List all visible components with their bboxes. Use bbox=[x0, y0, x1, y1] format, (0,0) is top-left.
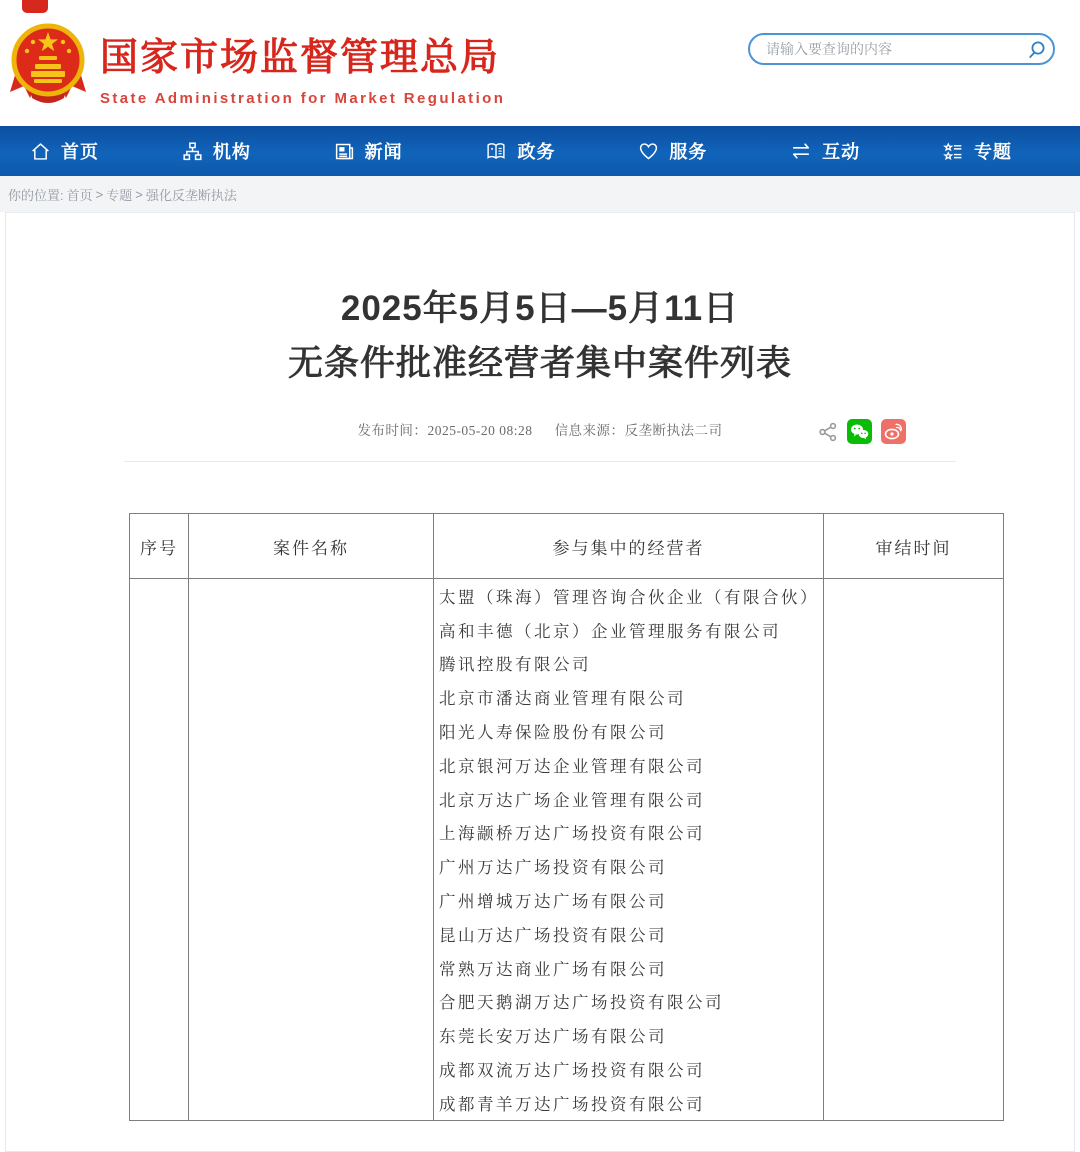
nav-item-news[interactable] bbox=[334, 138, 403, 164]
operator-name: 东莞长安万达广场有限公司 bbox=[439, 1027, 667, 1047]
nav-label: 服务 bbox=[669, 142, 708, 162]
page-title bbox=[6, 281, 1074, 391]
col-header-seq: 序号 bbox=[130, 514, 189, 579]
publish-time-value: 2025-05-20 08:28 bbox=[427, 423, 533, 438]
nav-item-home[interactable] bbox=[30, 138, 99, 164]
operator-name: 成都双流万达广场投资有限公司 bbox=[439, 1061, 705, 1081]
nav-item-service[interactable] bbox=[638, 138, 707, 164]
nav-label: 政务 bbox=[517, 142, 556, 162]
operator-name: 合肥天鹅湖万达广场投资有限公司 bbox=[439, 993, 724, 1013]
operator-name: 广州增城万达广场有限公司 bbox=[439, 892, 667, 912]
operator-name: 北京银河万达企业管理有限公司 bbox=[439, 756, 705, 776]
breadcrumb-current[interactable]: 强化反垄断执法 bbox=[145, 187, 237, 203]
operator-name: 高和丰德（北京）企业管理服务有限公司 bbox=[439, 621, 781, 641]
cell-operators bbox=[434, 579, 824, 1121]
site-title: 国家市场监督管理总局 bbox=[100, 37, 501, 79]
site-search bbox=[748, 33, 1055, 65]
breadcrumb-separator: > bbox=[135, 186, 143, 202]
page-title-line1: 2025年5月5日—5月11日 bbox=[340, 289, 740, 328]
article-meta-text bbox=[6, 417, 1074, 445]
org-chart-icon bbox=[182, 141, 203, 162]
nav-item-org[interactable] bbox=[182, 138, 251, 164]
operator-name: 上海颛桥万达广场投资有限公司 bbox=[439, 824, 705, 844]
operator-name: 常熟万达商业广场有限公司 bbox=[439, 959, 667, 979]
page-title-line2: 无条件批准经营者集中案件列表 bbox=[287, 344, 792, 383]
star-list-icon bbox=[943, 141, 964, 162]
nav-label: 新闻 bbox=[364, 142, 403, 162]
article-card bbox=[5, 212, 1075, 1152]
gov-book-icon bbox=[485, 141, 507, 162]
operator-name: 阳光人寿保险股份有限公司 bbox=[439, 723, 667, 743]
main-nav bbox=[0, 126, 1080, 176]
operator-name: 广州万达广场投资有限公司 bbox=[439, 858, 667, 878]
source-label: 信息来源： bbox=[554, 423, 625, 438]
share-button[interactable] bbox=[818, 422, 838, 442]
search-button[interactable] bbox=[1019, 35, 1053, 63]
share-buttons bbox=[818, 419, 906, 444]
nav-item-interact[interactable] bbox=[790, 138, 860, 164]
cell-seq bbox=[130, 579, 189, 1121]
national-emblem-logo bbox=[8, 20, 88, 106]
operator-name: 北京万达广场企业管理有限公司 bbox=[439, 790, 705, 810]
home-icon bbox=[30, 141, 51, 162]
breadcrumb-home[interactable]: 首页 bbox=[66, 187, 93, 203]
site-subtitle: State Administration for Market Regulation bbox=[100, 90, 506, 107]
breadcrumb bbox=[0, 176, 1080, 212]
cell-close-time bbox=[824, 579, 1004, 1121]
search-icon bbox=[1027, 40, 1046, 59]
wechat-share-button[interactable] bbox=[847, 419, 872, 444]
nav-label: 专题 bbox=[973, 142, 1012, 162]
operator-name: 昆山万达广场投资有限公司 bbox=[439, 925, 667, 945]
site-header bbox=[0, 0, 1080, 126]
site-brand bbox=[100, 26, 505, 107]
weibo-icon bbox=[884, 423, 903, 440]
case-table bbox=[129, 513, 1004, 1121]
operator-name: 腾讯控股有限公司 bbox=[439, 655, 591, 675]
nav-label: 首页 bbox=[61, 142, 99, 162]
operator-name: 北京市潘达商业管理有限公司 bbox=[439, 689, 686, 709]
breadcrumb-prefix: 你的位置: bbox=[8, 187, 64, 203]
nav-label: 互动 bbox=[822, 142, 861, 162]
news-icon bbox=[334, 141, 355, 162]
publish-time-label: 发布时间： bbox=[357, 423, 428, 438]
source-value: 反垄断执法二司 bbox=[624, 423, 723, 438]
article-meta bbox=[6, 417, 1074, 447]
top-red-decoration bbox=[22, 0, 48, 13]
share-nodes-icon bbox=[818, 422, 838, 442]
col-header-operators: 参与集中的经营者 bbox=[434, 514, 824, 579]
nav-item-gov[interactable] bbox=[485, 138, 555, 164]
breadcrumb-topics[interactable]: 专题 bbox=[106, 187, 133, 203]
horizontal-divider bbox=[124, 461, 956, 462]
nav-item-topics[interactable] bbox=[943, 138, 1012, 164]
table-row bbox=[130, 579, 1004, 1121]
exchange-arrows-icon bbox=[790, 141, 812, 161]
breadcrumb-separator: > bbox=[95, 186, 104, 202]
nav-label: 机构 bbox=[212, 142, 251, 162]
col-header-close-time: 审结时间 bbox=[824, 514, 1004, 579]
col-header-case-name: 案件名称 bbox=[189, 514, 434, 579]
cell-case-name bbox=[189, 579, 434, 1121]
table-header-row bbox=[130, 514, 1004, 579]
search-input[interactable] bbox=[750, 41, 1019, 57]
wechat-icon bbox=[850, 423, 869, 440]
weibo-share-button[interactable] bbox=[881, 419, 906, 444]
heart-icon bbox=[638, 141, 659, 162]
operator-name: 太盟（珠海）管理咨询合伙企业（有限合伙） bbox=[439, 587, 819, 607]
operator-name: 成都青羊万达广场投资有限公司 bbox=[439, 1094, 705, 1114]
